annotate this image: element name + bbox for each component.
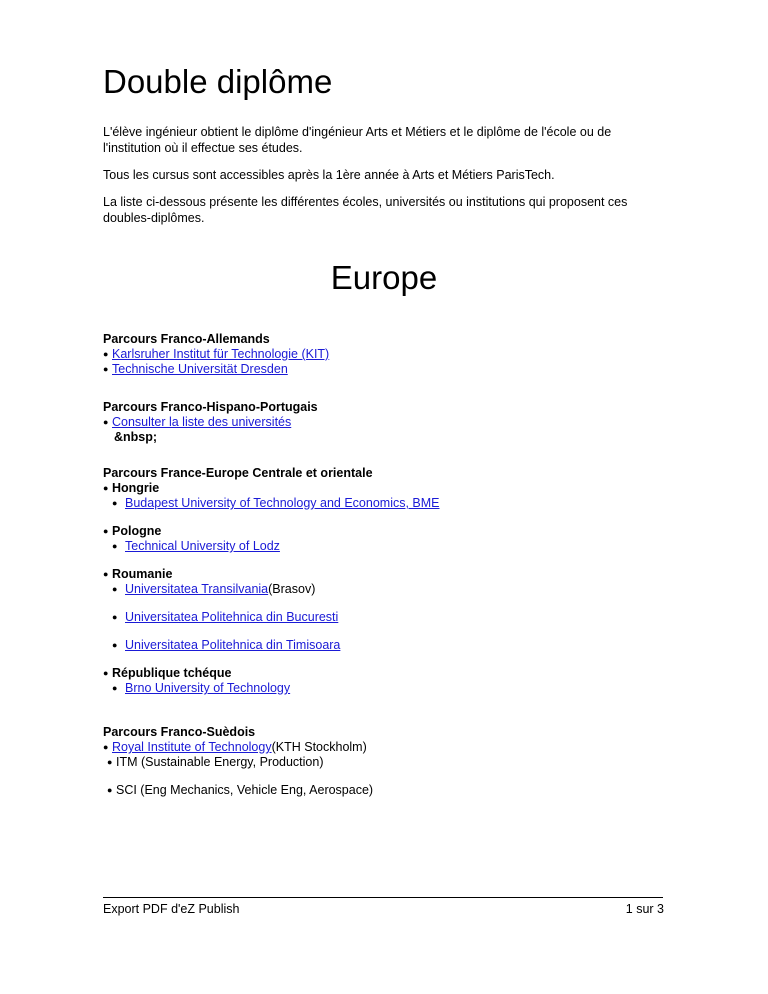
bullet-icon: ●	[112, 612, 118, 622]
bullet-icon: ●	[112, 541, 118, 551]
bullet-icon: ●	[112, 640, 118, 650]
footer-source: Export PDF d'eZ Publish	[103, 902, 240, 916]
section-title: Parcours France-Europe Centrale et orientale	[103, 466, 373, 480]
country-label: Roumanie	[112, 567, 173, 581]
list-item	[103, 755, 703, 770]
bullet-icon: ●	[112, 584, 118, 594]
country-hongrie	[103, 481, 703, 496]
list-item	[103, 783, 703, 798]
section-title: Parcours Franco-Hispano-Portugais	[103, 400, 318, 414]
list-item	[103, 740, 703, 755]
bullet-icon: ●	[103, 364, 109, 374]
list-item	[103, 496, 703, 511]
list-item	[103, 415, 703, 430]
list-item	[103, 638, 703, 653]
footer-divider	[103, 897, 663, 898]
link-bucuresti[interactable]: Universitatea Politehnica din Bucuresti	[125, 610, 339, 624]
country-tcheque	[103, 666, 703, 681]
intro-paragraph-2: Tous les cursus sont accessibles après la 1ère année à Arts et Métiers ParisTech.	[103, 168, 555, 182]
link-transilvania[interactable]: Universitatea Transilvania	[125, 582, 269, 596]
section-title: Parcours Franco-Suèdois	[103, 725, 256, 739]
kth-item-sci: SCI (Eng Mechanics, Vehicle Eng, Aerospace)	[116, 783, 374, 797]
europe-heading: Europe	[330, 259, 438, 296]
link-bme[interactable]: Budapest University of Technology and Economics, BME	[125, 496, 440, 510]
section-europe-centrale	[103, 466, 703, 696]
page-number: 1 sur 3	[625, 902, 664, 916]
bullet-icon: ●	[103, 569, 109, 579]
bullet-icon: ●	[103, 483, 109, 493]
bullet-icon: ●	[103, 349, 109, 359]
bullet-icon: ●	[103, 526, 109, 536]
country-label: Hongrie	[112, 481, 160, 495]
section-franco-suedois	[103, 725, 703, 798]
intro-paragraph-3: La liste ci-dessous présente les différentes écoles, universités ou institutions qui proposent ces doubles-diplômes.	[103, 195, 628, 225]
bullet-icon: ●	[112, 498, 118, 508]
section-franco-allemands	[103, 332, 703, 377]
country-label: Pologne	[112, 524, 162, 538]
link-timisoara[interactable]: Universitatea Politehnica din Timisoara	[125, 638, 341, 652]
list-item	[103, 610, 703, 625]
bullet-icon: ●	[103, 742, 109, 752]
link-suffix: (KTH Stockholm)	[271, 740, 367, 754]
list-item	[103, 362, 703, 377]
link-universites-list[interactable]: Consulter la liste des universités	[112, 415, 292, 429]
list-item	[103, 347, 703, 362]
country-pologne	[103, 524, 703, 539]
link-kit[interactable]: Karlsruher Institut für Technologie (KIT)	[112, 347, 330, 361]
country-label: République tchéque	[112, 666, 232, 680]
kth-item-itm: ITM (Sustainable Energy, Production)	[116, 755, 324, 769]
bullet-icon: ●	[103, 668, 109, 678]
list-item	[103, 681, 703, 696]
list-item	[103, 582, 703, 597]
page-title: Double diplôme	[103, 63, 333, 100]
list-item	[103, 539, 703, 554]
bullet-icon: ●	[107, 757, 113, 767]
link-kth[interactable]: Royal Institute of Technology	[112, 740, 272, 754]
bullet-icon: ●	[103, 417, 109, 427]
link-brno[interactable]: Brno University of Technology	[125, 681, 291, 695]
nbsp-text: &nbsp;	[114, 430, 158, 444]
link-tu-dresden[interactable]: Technische Universität Dresden	[112, 362, 288, 376]
link-lodz[interactable]: Technical University of Lodz	[125, 539, 280, 553]
intro-paragraph-1: L'élève ingénieur obtient le diplôme d'ingénieur Arts et Métiers et le diplôme de l'école ou de l'institution où il effectue ses études.	[103, 125, 612, 155]
bullet-icon: ●	[107, 785, 113, 795]
section-title: Parcours Franco-Allemands	[103, 332, 270, 346]
country-roumanie	[103, 567, 703, 582]
section-franco-hispano	[103, 400, 703, 445]
bullet-icon: ●	[112, 683, 118, 693]
link-suffix: (Brasov)	[268, 582, 316, 596]
